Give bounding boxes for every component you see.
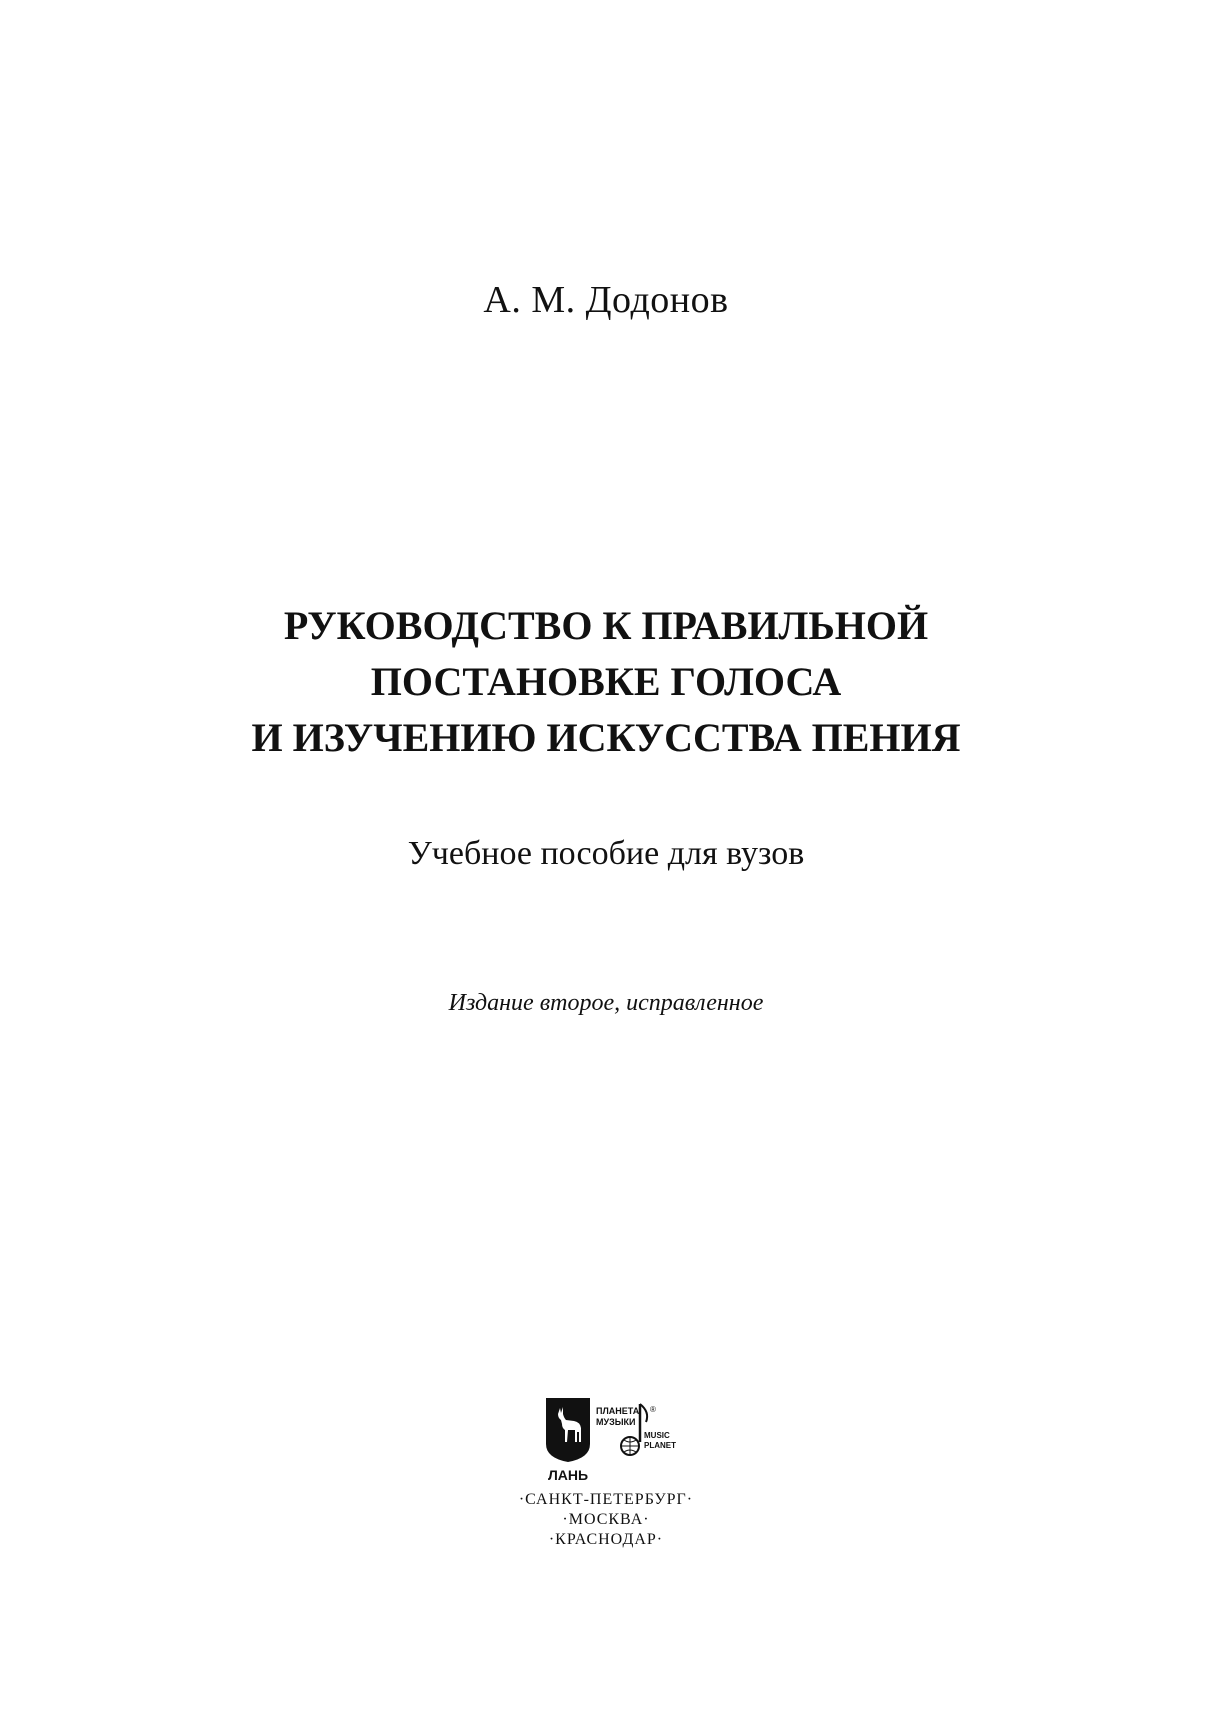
- book-title-line-2: ПОСТАНОВКЕ ГОЛОСА: [370, 659, 842, 704]
- lan-logo: [544, 1396, 592, 1484]
- publisher-cities: [0, 1490, 1212, 1550]
- deer-icon: [546, 1398, 590, 1462]
- publisher-logos: [0, 1396, 1212, 1484]
- city-3: ·КРАСНОДАР·: [548, 1531, 664, 1548]
- music-planet-en-line1: MUSIC: [644, 1431, 670, 1440]
- music-planet-ru-line1: ПЛАНЕТА: [596, 1406, 640, 1416]
- author-name: А. М. Додонов: [483, 279, 729, 321]
- music-planet-en-line2: PLANET: [644, 1441, 676, 1450]
- book-title-line-1: РУКОВОДСТВО К ПРАВИЛЬНОЙ: [283, 603, 929, 648]
- book-title-line-3: И ИЗУЧЕНИЮ ИСКУССТВА ПЕНИЯ: [251, 715, 961, 760]
- city-1: ·САНКТ-ПЕТЕРБУРГ·: [518, 1491, 694, 1508]
- book-subtitle: Учебное пособие для вузов: [407, 835, 805, 872]
- registered-mark: ®: [650, 1405, 656, 1414]
- music-planet-ru-line2: МУЗЫКИ: [596, 1417, 636, 1427]
- edition-note: Издание второе, исправленное: [448, 990, 764, 1016]
- music-planet-logo: [596, 1402, 676, 1466]
- book-title: [0, 598, 1212, 766]
- city-2: ·МОСКВА·: [562, 1511, 650, 1528]
- lan-logo-text: ЛАНЬ: [547, 1467, 589, 1483]
